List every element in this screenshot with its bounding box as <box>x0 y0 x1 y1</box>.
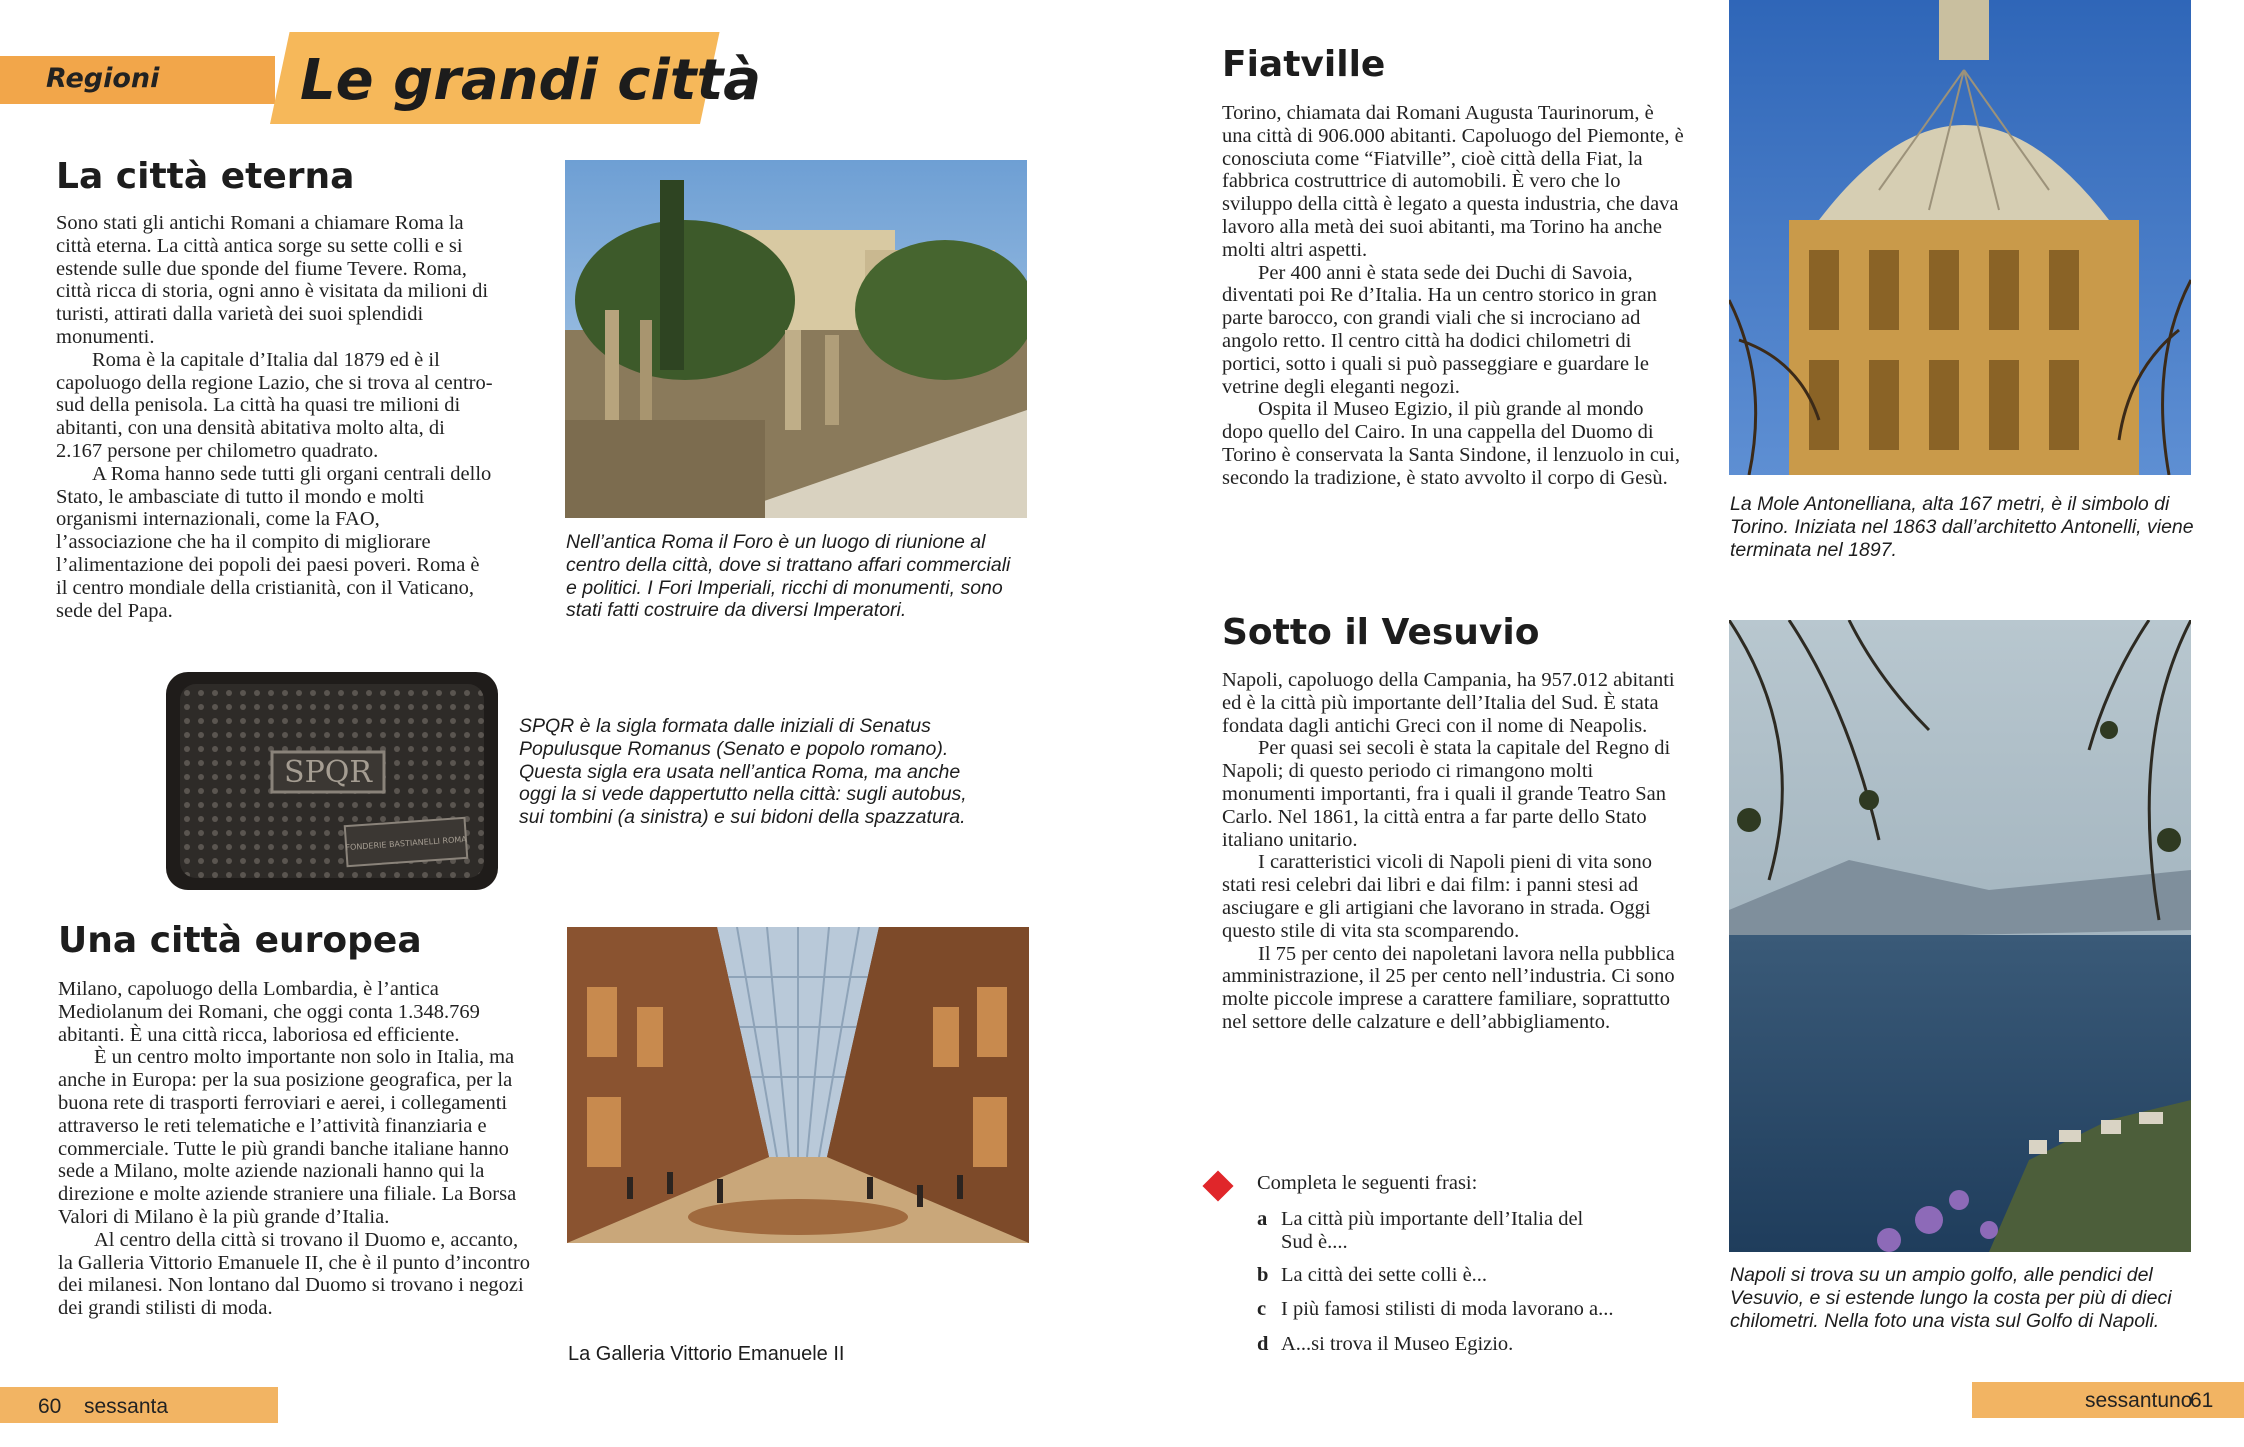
mole-caption: La Mole Antonelliana, alta 167 metri, è il simbolo di Torino. Iniziata nel 1863 dall’architetto Antonelli, viene terminata nel 1897. <box>1730 493 2194 561</box>
napoli-paragraph: Napoli, capoluogo della Campania, ha 957.012 abitanti ed è la città più importante dell’Italia del Sud. È stata fondata dagli antichi Greci con il nome di Neapolis. <box>1222 669 1675 737</box>
exercise-letter: b <box>1257 1264 1269 1286</box>
roma-paragraph: Sono stati gli antichi Romani a chiamare Roma la città eterna. La città antica sorge su sette colli e si estende sulle due sponde del fiume Tevere. Roma, città ricca di storia, ogni anno è visitata da milioni di turisti, attirati dalla varietà dei suoi splendidi monumenti. <box>56 212 489 348</box>
exercise-item <box>1257 1208 1583 1231</box>
exercise-letter: c <box>1257 1298 1267 1320</box>
section-tag-band <box>0 56 275 104</box>
exercise-text: I più famosi stilisti di moda lavorano a... <box>1281 1298 1614 1320</box>
milano-heading: Una città europea <box>58 920 422 961</box>
section-tag: Regioni <box>46 63 160 94</box>
torino-heading: Fiatville <box>1222 44 1386 85</box>
spqr-caption: SPQR è la sigla formata dalle iniziali di Senatus Populusque Romanus (Senato e popolo romano). Questa sigla era usata nell’antica Roma, ma anche oggi la si vede dappertutto nella città: sugli autobus, sui tombini (a sinistra) e sui bidoni della spazzatura. <box>519 715 967 829</box>
spqr-manhole-photo <box>166 672 498 890</box>
galleria-photo <box>567 927 1029 1243</box>
torino-text <box>1222 102 1684 490</box>
napoli-paragraph: I caratteristici vicoli di Napoli pieni di vita sono stati resi celebri dai libri e dai film: i panni stesi ad asciugare e gli artigiani che lavorano in strada. Oggi questo stile di vita sta scomparendo. <box>1222 851 1652 942</box>
golfo-caption: Napoli si trova su un ampio golfo, alle pendici del Vesuvio, e si estende lungo la costa per più di dieci chilometri. Nella foto una vista sul Golfo di Napoli. <box>1730 1264 2172 1332</box>
diamond-bullet-icon <box>1202 1170 1233 1201</box>
foro-caption: Nell’antica Roma il Foro è un luogo di riunione al centro della città, dove si trattano affari commerciali e politici. I Fori Imperiali, ricchi di monumenti, sono stati fatti costruire da diversi Imperatori. <box>566 531 1011 622</box>
napoli-paragraph: Per quasi sei secoli è stata la capitale del Regno di Napoli; di questo periodo ci rimangono molti monumenti importanti, fra i quali il grande Teatro San Carlo. Nel 1861, la città entra a far parte dello Stato italiano unitario. <box>1222 737 1671 851</box>
exercise-item <box>1257 1298 1614 1321</box>
napoli-heading: Sotto il Vesuvio <box>1222 612 1540 653</box>
exercise-item-continuation: Sud è.... <box>1281 1231 1348 1253</box>
roma-paragraph: A Roma hanno sede tutti gli organi centrali dello Stato, le ambasciate di tutto il mondo e molti organismi internazionali, come la FAO, l’associazione che ha il compito di migliorare l’alimentazione dei popoli dei paesi poveri. Roma è il centro mondiale della cristianità, con il Vaticano, sede del Papa. <box>56 462 492 622</box>
page-word-left: sessanta <box>84 1395 169 1418</box>
exercise-item <box>1257 1264 1487 1287</box>
napoli-paragraph: Il 75 per cento dei napoletani lavora nella pubblica amministrazione, il 25 per cento nell’industria. Ci sono molte piccole imprese a carattere familiare, soprattutto nel settore delle calzature e dell’abbigliamento. <box>1222 942 1675 1033</box>
exercise-item <box>1257 1333 1513 1356</box>
roma-text <box>56 212 496 622</box>
roma-paragraph: Roma è la capitale d’Italia dal 1879 ed è il capoluogo della regione Lazio, che si trova al centro-sud della penisola. La città ha quasi tre milioni di abitanti, con una densità abitativa molto alta, di 2.167 persone per chilometro quadrato. <box>56 348 493 462</box>
exercise-letter: a <box>1257 1208 1268 1230</box>
milano-paragraph: È un centro molto importante non solo in Italia, ma anche in Europa: per la sua posizione geografica, per la buona rete di trasporti ferroviari e aerei, i collegamenti attraverso le reti telematiche e l’attività finanziaria e commerciale. Tutte le più grandi banche italiane hanno sede a Milano, molte aziende nazionali hanno qui la direzione e molte aziende straniere una filiale. La Borsa Valori di Milano è la più grande d’Italia. <box>58 1046 517 1228</box>
page-title: Le grandi città <box>300 48 762 113</box>
manhole-maker-text: FONDERIE BASTIANELLI ROMA <box>345 834 468 853</box>
page-word-right: sessantuno <box>2085 1389 2193 1412</box>
napoli-text <box>1222 669 1684 1034</box>
foro-romano-photo <box>565 160 1027 518</box>
golfo-di-napoli-photo <box>1729 620 2191 1252</box>
exercise-instruction: Completa le seguenti frasi: <box>1257 1172 1478 1194</box>
torino-paragraph: Torino, chiamata dai Romani Augusta Taurinorum, è una città di 906.000 abitanti. Capoluogo del Piemonte, è conosciuta come “Fiatville”, cioè città della Fiat, la fabbrica costruttrice di automobili. È vero che lo sviluppo della città è legato a questa industria, che dava lavoro alla metà dei suoi abitanti, ma Torino ha anche molti altri aspetti. <box>1222 102 1684 261</box>
exercise-text: La città più importante dell’Italia del <box>1281 1208 1584 1230</box>
milano-text <box>58 978 536 1320</box>
manhole-plate-text: SPQR <box>284 755 372 790</box>
exercise-text: La città dei sette colli è... <box>1281 1264 1488 1286</box>
roma-heading: La città eterna <box>56 156 355 197</box>
torino-paragraph: Per 400 anni è stata sede dei Duchi di Savoia, diventati poi Re d’Italia. Ha un centro storico in gran parte barocco, con grandi viali che si incrociano ad angolo retto. Il centro città ha dodici chilometri di portici, sotto i quali si può passeggiare e guardare le vetrine degli eleganti negozi. <box>1222 261 1657 398</box>
exercise-text: A...si trova il Museo Egizio. <box>1281 1333 1514 1355</box>
torino-paragraph: Ospita il Museo Egizio, il più grande al mondo dopo quello del Cairo. In una cappella del Duomo di Torino è conservata la Santa Sindone, il lenzuolo in cui, secondo la tradizione, è stato avvolto il corpo di Gesù. <box>1222 398 1680 489</box>
milano-paragraph: Milano, capoluogo della Lombardia, è l’antica Mediolanum dei Romani, che oggi conta 1.348.769 abitanti. È una città ricca, laboriosa ed efficiente. <box>58 978 480 1046</box>
page-number-right: 61 <box>2190 1389 2214 1412</box>
milano-paragraph: Al centro della città si trovano il Duomo e, accanto, la Galleria Vittorio Emanuele II, che è il punto d’incontro dei milanesi. Non lontano dal Duomo si trovano i negozi dei grandi stilisti di moda. <box>58 1228 531 1320</box>
mole-antonelliana-photo <box>1729 0 2191 475</box>
galleria-caption: La Galleria Vittorio Emanuele II <box>568 1343 845 1365</box>
exercise-letter: d <box>1257 1333 1269 1355</box>
page-number-left: 60 <box>38 1395 62 1418</box>
